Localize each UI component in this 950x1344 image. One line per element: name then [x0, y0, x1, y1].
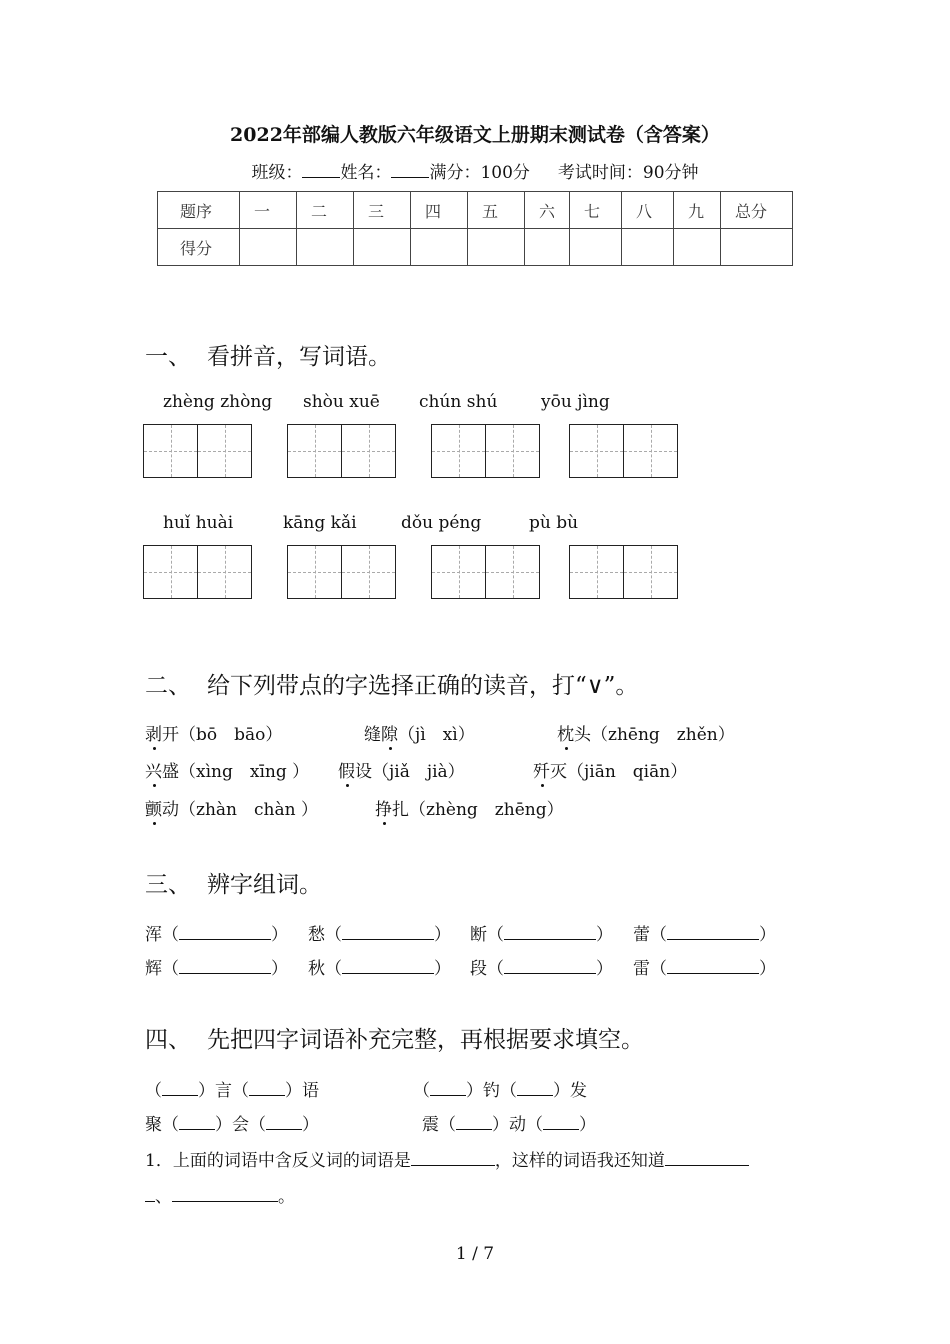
score-row-label: 得分 [158, 229, 240, 266]
score-header-cell: 七 [570, 192, 622, 229]
writing-grid[interactable] [431, 424, 540, 478]
score-header-cell: 八 [622, 192, 674, 229]
word-item: 蕾（ ） [633, 925, 776, 945]
dotted-char: 挣 [375, 800, 392, 820]
word-item: 愁（ ） [308, 925, 451, 945]
section-number: 三、 [145, 872, 191, 898]
exam-time: 考试时间：90分钟 [557, 163, 699, 183]
score-cell[interactable] [411, 229, 468, 266]
section-title: 给下列带点的字选择正确的读音，打“∨”。 [207, 673, 639, 699]
writing-grid[interactable] [287, 424, 396, 478]
dotted-char: 剥 [145, 725, 162, 745]
score-cell[interactable] [468, 229, 525, 266]
reading-options[interactable]: （zhèng zhēng） [409, 800, 564, 820]
reading-options[interactable]: （jì xì） [398, 725, 475, 745]
section3-heading [145, 866, 322, 899]
answer-blank[interactable] [456, 1115, 492, 1130]
word-item: 段（ ） [470, 959, 613, 979]
name-label: 姓名： [340, 163, 392, 183]
dotted-char: 兴 [145, 762, 162, 782]
idiom-item: 聚（ ）会（ ） [145, 1115, 319, 1135]
name-blank[interactable] [391, 163, 429, 178]
score-header-cell: 三 [354, 192, 411, 229]
answer-blank[interactable] [342, 925, 434, 940]
section1-heading [145, 338, 391, 371]
pinyin-label: pù bù [529, 513, 579, 533]
answer-blank[interactable] [162, 1081, 198, 1096]
score-header-cell: 六 [525, 192, 570, 229]
answer-blank[interactable] [179, 925, 271, 940]
question-1-continued: 、 。 [145, 1182, 295, 1207]
section-number: 四、 [145, 1027, 191, 1053]
score-table-header-row [158, 192, 793, 229]
reading-options[interactable]: （jiān qiān） [567, 762, 688, 782]
answer-blank[interactable] [667, 959, 759, 974]
answer-blank[interactable] [667, 925, 759, 940]
word-item: 雷（ ） [633, 959, 776, 979]
pinyin-label: dǒu péng [401, 513, 482, 533]
score-cell[interactable] [622, 229, 674, 266]
answer-blank[interactable] [179, 959, 271, 974]
score-cell[interactable] [674, 229, 721, 266]
reading-item: 颤动（zhàn chàn ） [145, 800, 318, 820]
writing-grid[interactable] [287, 545, 396, 599]
class-label: 班级： [251, 163, 303, 183]
answer-blank[interactable] [430, 1081, 466, 1096]
score-cell[interactable] [525, 229, 570, 266]
section4-heading [145, 1021, 644, 1054]
idiom-item: （ ）言（ ）语 [145, 1081, 319, 1101]
reading-options[interactable]: （bō bāo） [179, 725, 283, 745]
section-number: 二、 [145, 673, 191, 699]
class-blank[interactable] [302, 163, 340, 178]
word-item: 浑（ ） [145, 925, 288, 945]
answer-blank[interactable] [543, 1115, 579, 1130]
score-header-cell: 四 [411, 192, 468, 229]
answer-blank[interactable] [342, 959, 434, 974]
score-header-cell: 一 [240, 192, 297, 229]
pinyin-label: kāng kǎi [283, 513, 357, 533]
idiom-item: 震（ ）动（ ） [422, 1115, 596, 1135]
answer-blank[interactable] [504, 925, 596, 940]
answer-blank[interactable] [266, 1115, 302, 1130]
dotted-char: 颤 [145, 800, 162, 820]
score-cell[interactable] [240, 229, 297, 266]
reading-item: 缝隙（jì xì） [364, 725, 475, 745]
score-table-score-row [158, 229, 793, 266]
dotted-char: 枕 [557, 725, 574, 745]
score-header-cell: 总分 [721, 192, 793, 229]
section-title: 先把四字词语补充完整，再根据要求填空。 [207, 1027, 644, 1053]
reading-item: 歼灭（jiān qiān） [533, 762, 688, 782]
writing-grid[interactable] [569, 424, 678, 478]
answer-blank[interactable] [517, 1081, 553, 1096]
score-cell[interactable] [721, 229, 793, 266]
score-header-cell: 五 [468, 192, 525, 229]
section-number: 一、 [145, 344, 191, 370]
reading-item: 假设（jiǎ jià） [338, 762, 465, 782]
section-title: 看拼音，写词语。 [207, 344, 391, 370]
score-header-cell: 题序 [158, 192, 240, 229]
reading-item: 剥开（bō bāo） [145, 725, 283, 745]
answer-blank[interactable] [145, 1187, 155, 1202]
dotted-char: 假 [338, 762, 355, 782]
full-score: 满分：100分 [429, 163, 530, 183]
dotted-char: 歼 [533, 762, 550, 782]
pinyin-label: yōu jìng [541, 392, 610, 412]
idiom-item: （ ）钓（ ）发 [413, 1081, 587, 1101]
writing-grid[interactable] [143, 545, 252, 599]
score-cell[interactable] [570, 229, 622, 266]
writing-grid[interactable] [431, 545, 540, 599]
answer-blank[interactable] [411, 1151, 495, 1166]
answer-blank[interactable] [504, 959, 596, 974]
question-1: 1．上面的词语中含反义词的词语是 ，这样的词语我还知道 [145, 1146, 749, 1171]
answer-blank[interactable] [172, 1187, 278, 1202]
dotted-char: 隙 [381, 725, 398, 745]
writing-grid[interactable] [569, 545, 678, 599]
exam-info [0, 158, 950, 183]
page-number: 1 / 7 [455, 1244, 495, 1264]
word-item: 断（ ） [470, 925, 613, 945]
score-table [157, 191, 793, 266]
reading-item: 挣扎（zhèng zhēng） [375, 800, 564, 820]
reading-item: 枕头（zhēng zhěn） [557, 725, 735, 745]
score-cell[interactable] [297, 229, 354, 266]
section-title: 辨字组词。 [207, 872, 322, 898]
pinyin-label: zhèng zhòng [163, 392, 273, 412]
answer-blank[interactable] [665, 1151, 749, 1166]
pinyin-label: chún shú [419, 392, 498, 412]
reading-options[interactable]: （zhàn chàn ） [179, 800, 318, 820]
reading-item: 兴盛（xìng xīng ） [145, 762, 310, 782]
answer-blank[interactable] [179, 1115, 215, 1130]
score-header-cell: 九 [674, 192, 721, 229]
word-item: 秋（ ） [308, 959, 451, 979]
section2-heading [145, 667, 638, 700]
answer-blank[interactable] [249, 1081, 285, 1096]
writing-grid[interactable] [143, 424, 252, 478]
reading-options[interactable]: （jiǎ jià） [372, 762, 465, 782]
score-cell[interactable] [354, 229, 411, 266]
pinyin-label: huǐ huài [163, 513, 234, 533]
score-header-cell: 二 [297, 192, 354, 229]
word-item: 辉（ ） [145, 959, 288, 979]
reading-options[interactable]: （xìng xīng ） [179, 762, 310, 782]
reading-options[interactable]: （zhēng zhěn） [591, 725, 735, 745]
page-title: 2022年部编人教版六年级语文上册期末测试卷（含答案） [230, 124, 720, 146]
pinyin-label: shòu xuē [303, 392, 380, 412]
